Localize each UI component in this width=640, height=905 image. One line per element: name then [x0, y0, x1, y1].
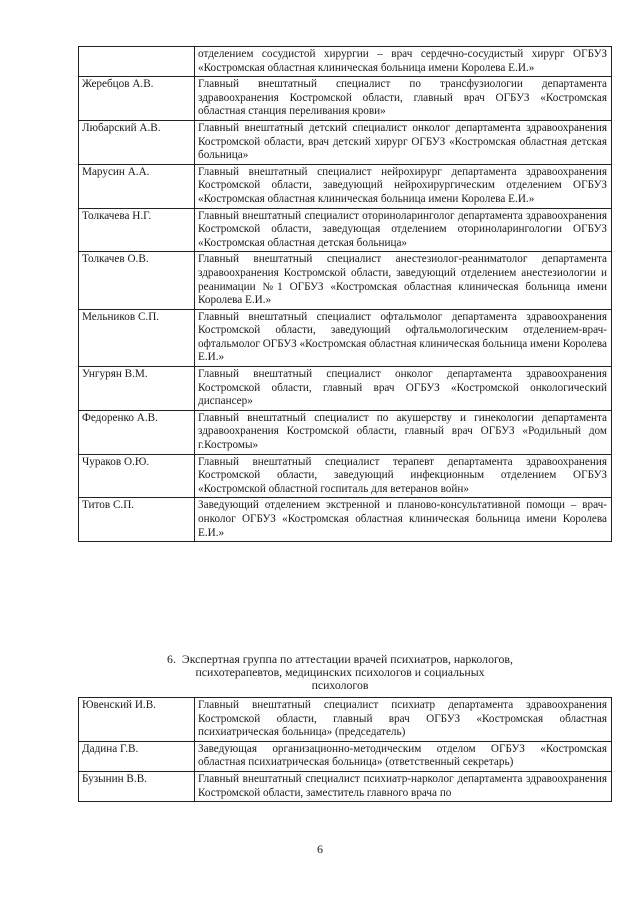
psychiatry-group-table-body — [79, 698, 612, 802]
table-row — [79, 252, 612, 309]
member-name — [79, 47, 195, 77]
member-name: Мельников С.П. — [79, 309, 195, 366]
member-position: отделением сосудистой хирургии – врач сердечно-сосудистый хирург ОГБУЗ «Костромская областная клиническая больница имени Королева Е.И.» — [195, 47, 612, 77]
page-number: 6 — [317, 842, 323, 856]
member-name: Толкачева Н.Г. — [79, 208, 195, 252]
member-position: Главный внештатный специалист оториноларинголог департамента здравоохранения Костромской области, заведующая отделением оториноларингологии ОГБУЗ «Костромская областная детская больница» — [195, 208, 612, 252]
section-title-line-1: Экспертная группа по аттестации врачей психиатров, наркологов, — [181, 652, 513, 666]
member-position: Заведующий отделением экстренной и планово-консультативной помощи – врач-онколог ОГБУЗ «Костромская областная клиническая больница имени Королева Е.И.» — [195, 498, 612, 542]
specialists-table-body — [79, 47, 612, 542]
member-name: Титов С.П. — [79, 498, 195, 542]
member-name: Жеребцов А.В. — [79, 77, 195, 121]
member-name: Ювенский И.В. — [79, 698, 195, 742]
member-position: Главный внештатный специалист психиатр департамента здравоохранения Костромской области, главный врач ОГБУЗ «Костромская областная психиатрическая больница» (председатель) — [195, 698, 612, 742]
table-row — [79, 367, 612, 411]
member-name: Марусин А.А. — [79, 164, 195, 208]
table-row — [79, 771, 612, 801]
member-position: Главный внештатный детский специалист онколог департамента здравоохранения Костромской области, врач детский хирург ОГБУЗ «Костромская областная детская больница» — [195, 120, 612, 164]
table-row — [79, 77, 612, 121]
psychiatry-group-table — [78, 697, 612, 802]
table-row — [79, 309, 612, 366]
specialists-table — [78, 46, 612, 542]
table-row — [79, 120, 612, 164]
member-position: Главный внештатный специалист по трансфузиологии департамента здравоохранения Костромской области, главный врач ОГБУЗ «Костромская областная станция переливания крови» — [195, 77, 612, 121]
table-row — [79, 164, 612, 208]
member-position: Главный внештатный специалист психиатр-нарколог департамента здравоохранения Костромской области, заместитель главного врача по — [195, 771, 612, 801]
member-position: Главный внештатный специалист нейрохирург департамента здравоохранения Костромской области, заведующий нейрохирургическим отделением ОГБУЗ «Костромская областная клиническая больница имени Королева Е.И.» — [195, 164, 612, 208]
member-name: Федоренко А.В. — [79, 410, 195, 454]
section-title-line-3: психологов — [311, 678, 369, 692]
member-position: Главный внештатный специалист по акушерству и гинекологии департамента здравоохранения Костромской области, главный врач ОГБУЗ «Родильный дом г.Костромы» — [195, 410, 612, 454]
member-name: Чураков О.Ю. — [79, 454, 195, 498]
member-name: Толкачев О.В. — [79, 252, 195, 309]
member-position: Главный внештатный специалист онколог департамента здравоохранения Костромской области, главный врач ОГБУЗ «Костромской онкологический диспансер» — [195, 367, 612, 411]
section-number: 6. — [167, 652, 176, 666]
member-name: Унгурян В.М. — [79, 367, 195, 411]
table-row — [79, 698, 612, 742]
member-name: Любарский А.В. — [79, 120, 195, 164]
member-name: Бузынин В.В. — [79, 771, 195, 801]
member-position: Главный внештатный специалист терапевт департамента здравоохранения Костромской области, заведующий инфекционным отделением ОГБУЗ «Костромской областной госпиталь для ветеранов войн» — [195, 454, 612, 498]
table-row — [79, 47, 612, 77]
member-position: Заведующая организационно-методическим отделом ОГБУЗ «Костромская областная психиатрическая больница» (ответственный секретарь) — [195, 741, 612, 771]
table-row — [79, 410, 612, 454]
member-position: Главный внештатный специалист анестезиолог-реаниматолог департамента здравоохранения Костромской области, заведующий отделением анестезиологии и реанимации №1 ОГБУЗ «Костромская областная клиническая больница имени Королева Е.И.» — [195, 252, 612, 309]
member-name: Дадина Г.В. — [79, 741, 195, 771]
table-row — [79, 208, 612, 252]
section-title-line-2: психотерапевтов, медицинских психологов и социальных — [195, 665, 485, 679]
section-6-heading — [120, 653, 560, 692]
table-row — [79, 454, 612, 498]
table-row — [79, 498, 612, 542]
table-row — [79, 741, 612, 771]
member-position: Главный внештатный специалист офтальмолог департамента здравоохранения Костромской области, заведующий офтальмологическим отделением-врач-офтальмолог ОГБУЗ «Костромская областная клиническая больница имени Королева Е.И.» — [195, 309, 612, 366]
